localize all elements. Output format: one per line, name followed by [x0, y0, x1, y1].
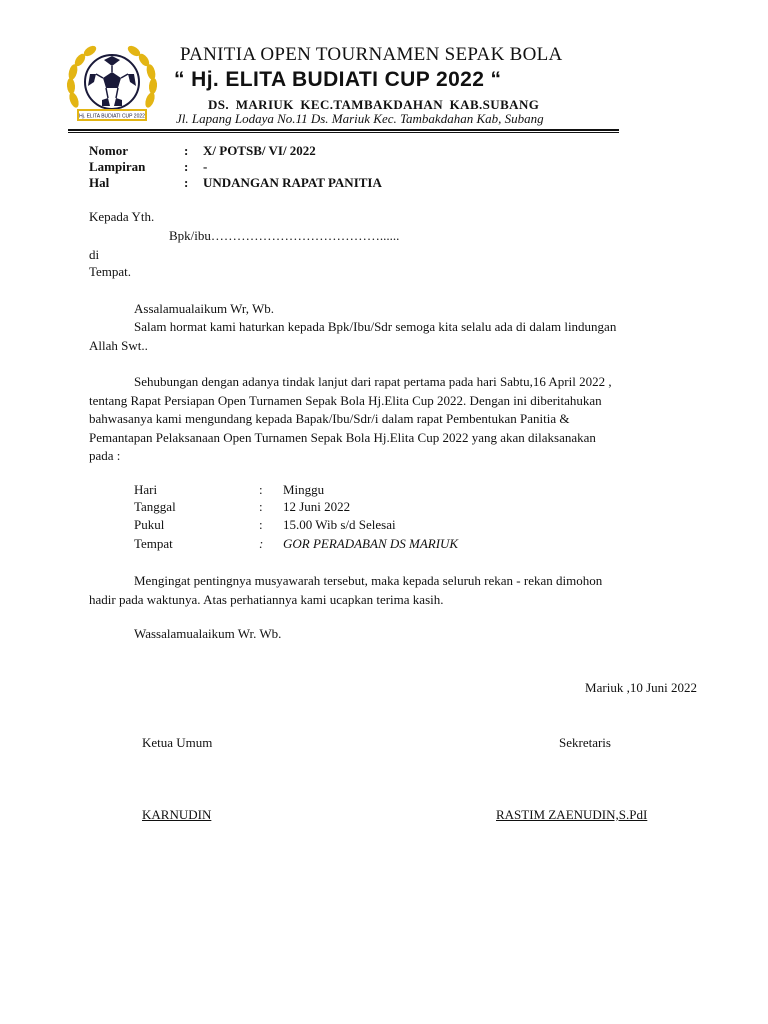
- meta-sep-nomor: :: [184, 143, 189, 158]
- meta-label-nomor: Nomor: [89, 143, 128, 158]
- left-signatory-name: KARNUDIN: [142, 807, 212, 822]
- committee-title: PANITIA OPEN TOURNAMEN SEPAK BOLA: [180, 44, 563, 65]
- header-rule-thick: [68, 129, 619, 131]
- detail-label-hari: Hari: [134, 482, 158, 497]
- meta-value-lampiran: -: [203, 159, 208, 174]
- location-line: DS. MARIUK KEC.TAMBAKDAHAN KAB.SUBANG: [208, 97, 540, 112]
- detail-value-hari: Minggu: [283, 482, 325, 497]
- detail-value-pukul: 15.00 Wib s/d Selesai: [283, 517, 396, 532]
- event-title: “ Hj. ELITA BUDIATI CUP 2022 “: [174, 68, 502, 91]
- recipient-place: Tempat.: [89, 264, 132, 279]
- closing-paragraph: Mengingat pentingnya musyawarah tersebut, maka kepada seluruh rekan - rekan dimohon hadir pada waktunya. Atas perhatiannya kami ucapkan terima kasih.: [89, 573, 603, 607]
- place-date: Mariuk ,10 Juni 2022: [585, 680, 697, 695]
- meta-value-nomor: X/ POTSB/ VI/ 2022: [203, 143, 316, 158]
- meta-value-hal: UNDANGAN RAPAT PANITIA: [203, 175, 382, 190]
- detail-sep-tempat: :: [259, 536, 264, 551]
- meta-label-hal: Hal: [89, 175, 110, 190]
- recipient-di: di: [89, 247, 100, 262]
- recipient-name: Bpk/ibu…………………………………......: [169, 228, 400, 243]
- detail-sep-hari: :: [259, 482, 263, 497]
- detail-sep-tanggal: :: [259, 499, 263, 514]
- recipient-to: Kepada Yth.: [89, 209, 155, 224]
- tournament-logo: [64, 42, 160, 126]
- detail-sep-pukul: :: [259, 517, 263, 532]
- main-paragraph: Sehubungan dengan adanya tindak lanjut dari rapat pertama pada hari Sabtu,16 April 2022 , tentang Rapat Persiapan Open Turnamen Sepak Bola Hj.Elita Cup 2022. Dengan ini diberitahukan bahwasanya kami mengundang kepada Bapak/Ibu/Sdr/i dalam rapat Pembentukan Panitia & Pemantapan Pelaksanaan Open Turnamen Sepak Bola Hj.Elita Cup 2022 yang akan dilaksanakan pada :: [89, 374, 612, 463]
- detail-label-tempat: Tempat: [134, 536, 173, 551]
- detail-value-tanggal: 12 Juni 2022: [283, 499, 351, 514]
- right-signatory-title: Sekretaris: [559, 735, 611, 750]
- header-rule-thin: [68, 132, 619, 133]
- address-line: Jl. Lapang Lodaya No.11 Ds. Mariuk Kec. Tambakdahan Kab, Subang: [176, 111, 544, 126]
- left-signatory-title: Ketua Umum: [142, 735, 213, 750]
- meta-sep-lampiran: :: [184, 159, 189, 174]
- logo-ribbon-text: Hj. ELITA BUDIATI CUP 2022: [79, 113, 145, 120]
- closing-salutation: Wassalamualaikum Wr. Wb.: [134, 626, 282, 641]
- right-signatory-name: RASTIM ZAENUDIN,S.PdI: [496, 807, 648, 822]
- detail-label-tanggal: Tanggal: [134, 499, 176, 514]
- greeting: Assalamualaikum Wr, Wb.: [134, 301, 275, 316]
- meta-sep-hal: :: [184, 175, 189, 190]
- meta-label-lampiran: Lampiran: [89, 159, 146, 174]
- intro-paragraph: Salam hormat kami haturkan kepada Bpk/Ibu/Sdr semoga kita selalu ada di dalam lindungan Allah Swt..: [89, 319, 617, 353]
- detail-value-tempat: GOR PERADABAN DS MARIUK: [283, 536, 459, 551]
- detail-label-pukul: Pukul: [134, 517, 165, 532]
